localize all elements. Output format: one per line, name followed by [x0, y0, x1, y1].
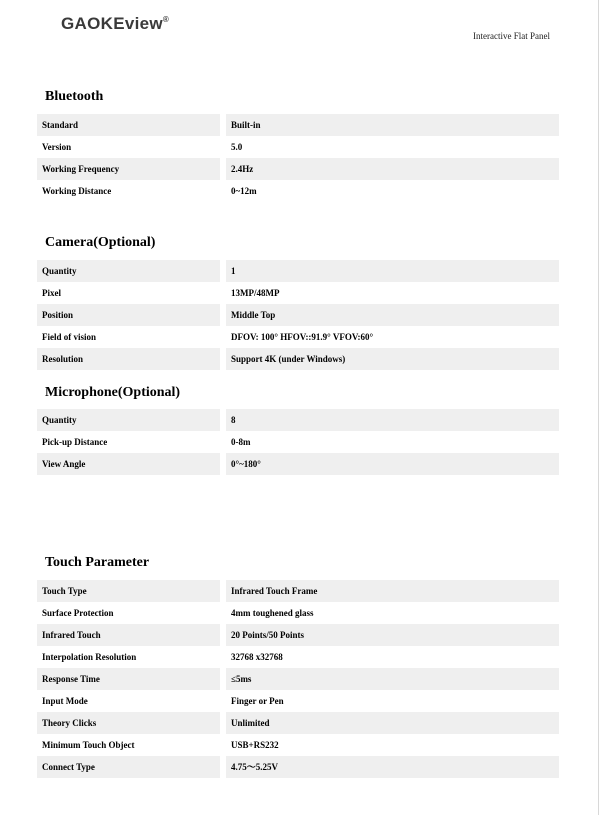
section-title-bluetooth: Bluetooth	[45, 89, 104, 104]
spec-key: Touch Type	[37, 580, 223, 602]
spec-value: ≤5ms	[223, 668, 559, 690]
spec-value: 2.4Hz	[223, 158, 559, 180]
spec-value: 4.75〜5.25V	[223, 756, 559, 778]
spec-value: 0~12m	[231, 186, 257, 196]
page-header	[0, 0, 599, 50]
spec-key: Quantity	[37, 409, 223, 431]
spec-key: Position	[37, 304, 223, 326]
spec-value: 8	[223, 409, 559, 431]
spec-key: Connect Type	[37, 756, 223, 778]
spec-value: 32768 x32768	[231, 652, 283, 662]
spec-table-touch	[37, 580, 559, 778]
spec-key: Minimum Touch Object	[37, 734, 223, 756]
table-row	[37, 668, 559, 690]
section-touch-parameter	[37, 552, 559, 778]
spec-value: 0-8m	[231, 437, 251, 447]
spec-key: Standard	[37, 114, 223, 136]
spec-key: Pixel	[37, 282, 223, 304]
spec-value: Unlimited	[223, 712, 559, 734]
logo-registered-mark: ®	[162, 15, 170, 24]
spec-key: Input Mode	[37, 690, 223, 712]
spec-value: USB+RS232	[231, 740, 279, 750]
spec-table-camera	[37, 260, 559, 370]
table-row	[37, 180, 559, 202]
spec-key: Field of vision	[37, 326, 223, 348]
brand-logo	[61, 14, 169, 34]
table-row	[37, 326, 559, 348]
spec-value: Infrared Touch Frame	[223, 580, 559, 602]
spec-key: Working Frequency	[37, 158, 223, 180]
spec-key: View Angle	[37, 453, 223, 475]
logo-view-text: view	[124, 14, 163, 33]
table-row	[37, 646, 559, 668]
table-row	[37, 304, 559, 326]
spec-key: Theory Clicks	[37, 712, 223, 734]
spec-value: 13MP/48MP	[231, 288, 280, 298]
table-row	[37, 431, 559, 453]
table-row	[37, 260, 559, 282]
table-row	[37, 734, 559, 756]
spec-value: 1	[223, 260, 559, 282]
spec-key: Quantity	[37, 260, 223, 282]
logo-main-text: GAOKE	[61, 14, 125, 33]
table-row	[37, 712, 559, 734]
spec-value: 4mm toughened glass	[231, 608, 314, 618]
spec-value: Middle Top	[223, 304, 559, 326]
spec-table-bluetooth	[37, 114, 559, 202]
spec-key: Response Time	[37, 668, 223, 690]
section-title-camera: Camera(Optional)	[45, 235, 156, 250]
document-title: Interactive Flat Panel	[473, 31, 550, 41]
spec-key: Interpolation Resolution	[37, 646, 223, 668]
spec-value: 5.0	[231, 142, 243, 152]
spec-value: Support 4K (under Windows)	[223, 348, 559, 370]
table-row	[37, 136, 559, 158]
spec-key: Pick-up Distance	[37, 431, 223, 453]
table-row	[37, 409, 559, 431]
spec-value: DFOV: 100° HFOV::91.9° VFOV:60°	[231, 332, 374, 342]
spec-value: Built-in	[223, 114, 559, 136]
table-row	[37, 756, 559, 778]
section-title-microphone: Microphone(Optional)	[45, 385, 181, 400]
spec-value: 20 Points/50 Points	[223, 624, 559, 646]
spec-key: Resolution	[37, 348, 223, 370]
section-title-touch: Touch Parameter	[45, 555, 150, 570]
section-bluetooth	[37, 86, 559, 202]
spec-key: Surface Protection	[37, 602, 223, 624]
table-row	[37, 602, 559, 624]
table-row	[37, 690, 559, 712]
spec-value: 0°~180°	[223, 453, 559, 475]
table-row	[37, 348, 559, 370]
spec-key: Working Distance	[37, 180, 223, 202]
spec-key: Infrared Touch	[37, 624, 223, 646]
table-row	[37, 453, 559, 475]
spec-key: Version	[37, 136, 223, 158]
table-row	[37, 624, 559, 646]
spec-table-microphone	[37, 409, 559, 475]
section-microphone	[37, 382, 559, 475]
section-camera	[37, 232, 559, 370]
table-row	[37, 114, 559, 136]
table-row	[37, 282, 559, 304]
spec-value: Finger or Pen	[231, 696, 284, 706]
table-row	[37, 580, 559, 602]
table-row	[37, 158, 559, 180]
